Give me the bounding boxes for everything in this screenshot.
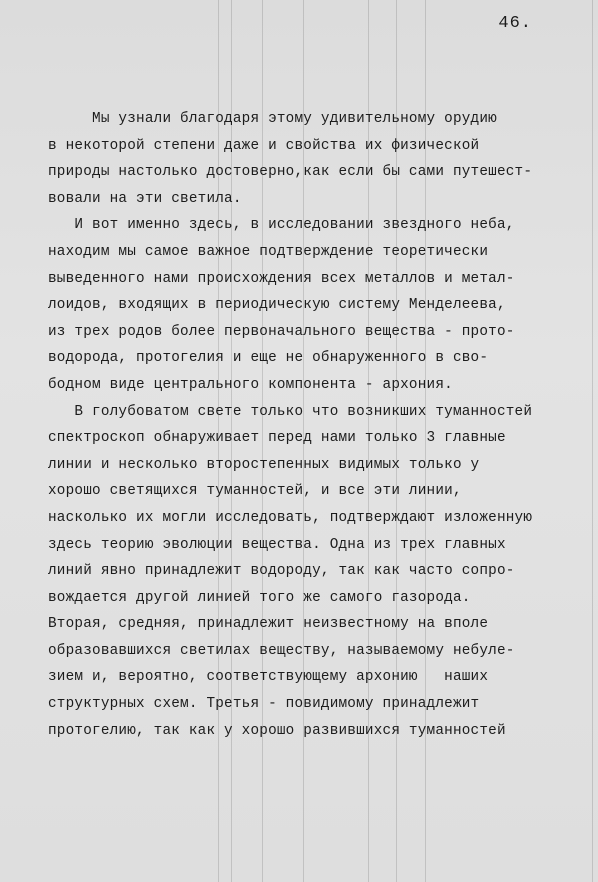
text-line: протогелию, так как у хорошо развившихся туманностей [48, 722, 506, 739]
text-line: бодном виде центрального компонента - архония. [48, 376, 453, 393]
text-line: в некоторой степени даже и свойства их физической [48, 137, 480, 154]
text-line: вовали на эти светила. [48, 190, 242, 207]
text-line: линий явно принадлежит водороду, так как часто сопро- [48, 563, 515, 580]
text-line: В голубоватом свете только что возникших туманностей [48, 403, 533, 420]
text-line: из трех родов более первоначального вещества - прото- [48, 323, 515, 340]
text-line: природы настолько достоверно,как если бы сами путешест- [48, 164, 533, 181]
text-line: находим мы самое важное подтверждение теоретически [48, 243, 489, 260]
text-line: Вторая, средняя, принадлежит неизвестному на вполе [48, 616, 489, 633]
text-line: вождается другой линией того же самого газорода. [48, 589, 471, 606]
text-line: водорода, протогелия и еще не обнаруженного в сво- [48, 350, 489, 367]
text-line: зием и, вероятно, соответствующему архонию наших [48, 669, 489, 686]
body-text [48, 106, 588, 744]
text-line: здесь теорию эволюции вещества. Одна из трех главных [48, 536, 506, 553]
text-line: насколько их могли исследовать, подтверждают изложенную [48, 509, 533, 526]
text-line: лоидов, входящих в периодическую систему Менделеева, [48, 297, 506, 314]
text-line: И вот именно здесь, в исследовании звездного неба, [48, 217, 515, 234]
scan-streak [592, 0, 593, 882]
text-line: Мы узнали благодаря этому удивительному орудию [48, 111, 497, 127]
text-line: образовавшихся светилах веществу, называемому небуле- [48, 642, 515, 659]
text-line: линии и несколько второстепенных видимых только у [48, 456, 480, 473]
text-line: выведенного нами происхождения всех металлов и метал- [48, 270, 515, 287]
text-line: хорошо светящихся туманностей, и все эти линии, [48, 483, 462, 500]
text-line: спектроскоп обнаруживает перед нами только 3 главные [48, 430, 506, 447]
text-line: структурных схем. Третья - повидимому принадлежит [48, 696, 480, 713]
page-number: 46. [498, 14, 532, 33]
